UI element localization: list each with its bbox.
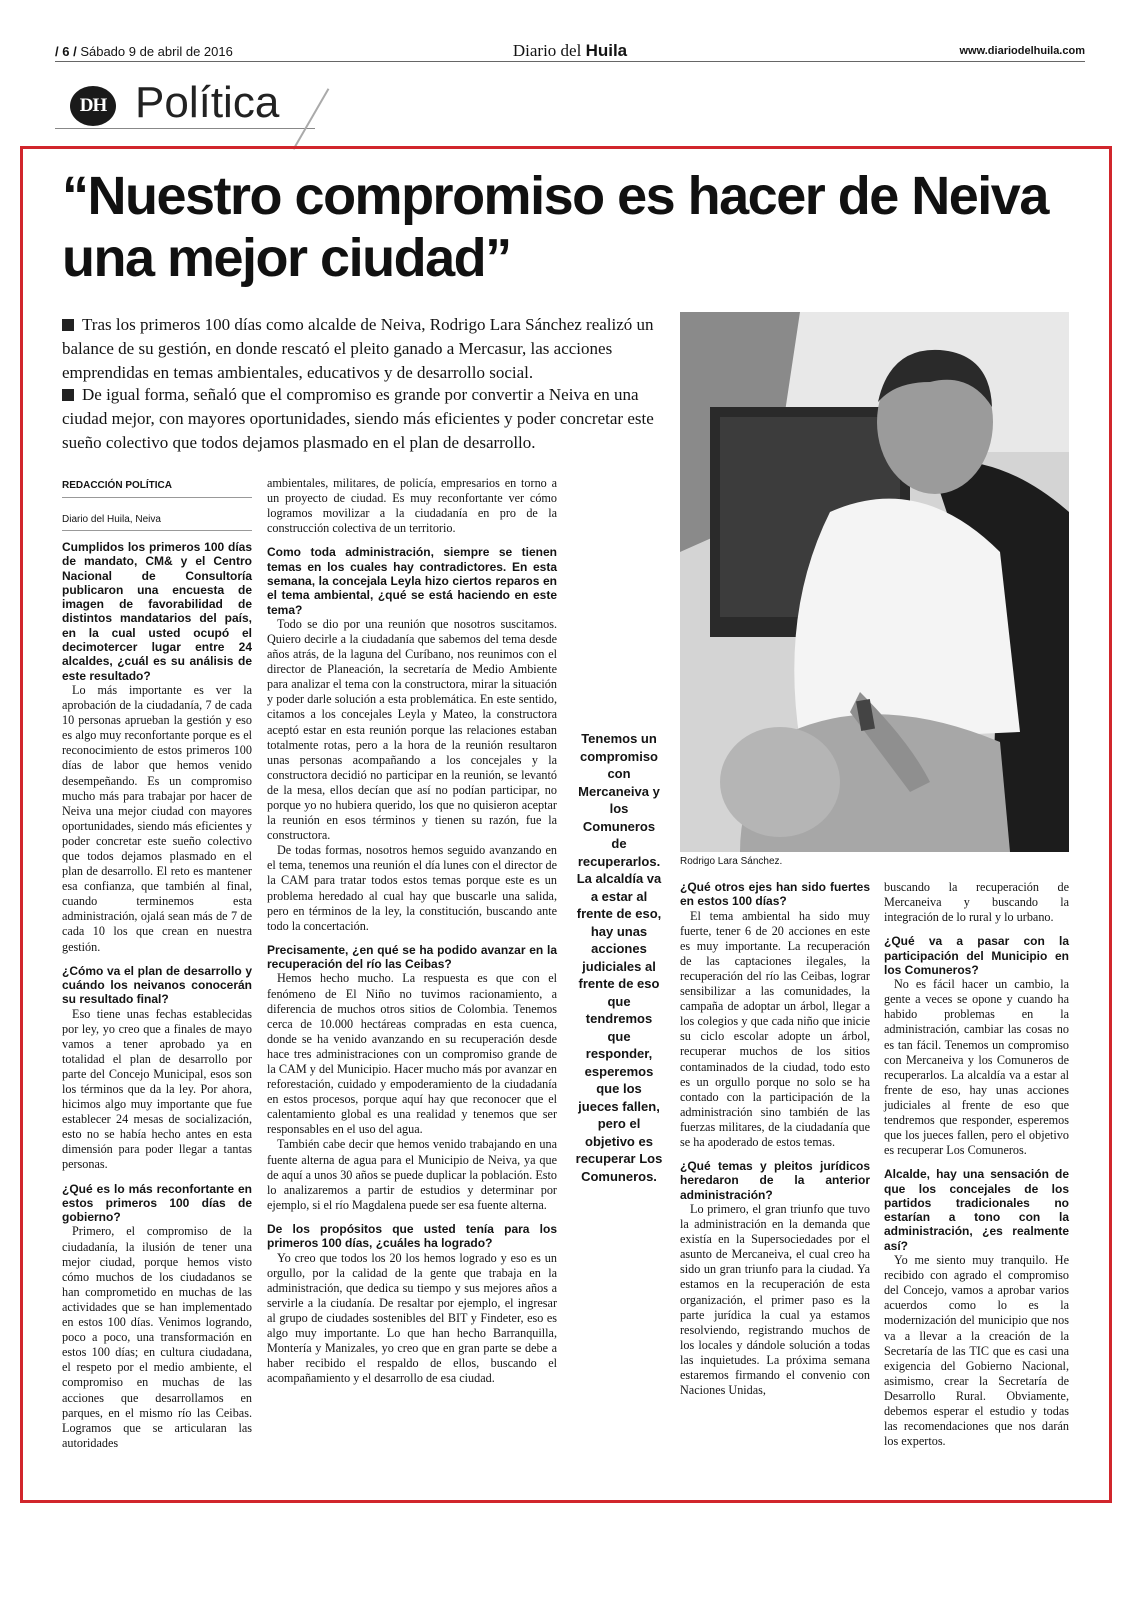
interview-answer: También cabe decir que hemos venido trabajando en una fuente alterna de agua para el Municipio de Neiva, ya que de aquí a unos 30 años se puede duplicar la población. Esto lo analizaremos a partir de estudios y determinar por ejemplo, si el río Magdalena puede ser esa fuente alterna. <box>267 1137 557 1212</box>
interview-question: ¿Cómo va el plan de desarrollo y cuándo los neivanos conocerán su resultado final? <box>62 963 252 1007</box>
interview-question: Precisamente, ¿en qué se ha podido avanzar en la recuperación del río las Ceibas? <box>267 942 557 972</box>
interview-question: Cumplidos los primeros 100 días de mandato, CM& y el Centro Nacional de Consultoría publicaron una encuesta de imagen de favorabilidad de distintos mandatarios del país, en la cual usted ocupó el decimotercer lugar entre 24 alcaldes, ¿cuál es su análisis de este resultado? <box>62 540 252 683</box>
page-header <box>55 40 1085 62</box>
interview-answer: Hemos hecho mucho. La respuesta es que con el fenómeno de El Niño no tuvimos racionamiento, a diferencia de muchos otros sitios de Colombia. Tenemos cerca de 10.000 hectáreas compradas en esta cuenca, donde se ha venido avanzando en su recuperación desde hace tres administraciones con un compromiso grande de la CAM y del Municipio. Hacer mucho más por avanzar en reforestación, cuidado y empoderamiento de la ciudadanía en estos procesos, porque aquí hay que reconocer que el calentamiento global es una realidad y tenemos que ser responsables en el uso del agua. <box>267 971 557 1137</box>
article-headline: “Nuestro compromiso es hacer de Neiva una mejor ciudad” <box>62 166 1048 288</box>
interview-answer: Todo se dio por una reunión que nosotros suscitamos. Quiero decirle a la ciudadanía que sabemos del tema desde años atrás, de la laguna del Curíbano, nos reunimos con el director de Planeación, la secretaría de Medio Ambiente para analizar el tema con la constructora, mirar la situación y poder darle solución a esta problemática. En este sentido, citamos a los concejales Leyla y Mateo, la constructora aceptó estar en esta reunión porque las relaciones estaban totalmente rotas, pero a la hora de la reunión resultaron unas personas acompañando a los concejales y la constructora decidió no participar en la reunión, se levantó de la mesa, ellos decían que así no podían participar, no porque yo no hubiera querido, los que no quisieron aceptar la reunión en esos términos y tienen su razón, fue la constructora. <box>267 616 557 843</box>
mayor-photo <box>680 312 1069 852</box>
interview-answer: El tema ambiental ha sido muy fuerte, tener 6 de 20 acciones en este es muy importante. La recuperación de las captaciones ilegales, la recuperación del río las Ceibas, lograr sensibilizar a las comunidades, la campaña de adoptar un árbol, llegar a los colegios y que cada niño que inicie su ciclo escolar adopte un árbol, recuperar muchos de los sitios contaminados de la ciudad, todo esto es un orgullo porque no solo se ha contado con la participación de la administración sino también de las fuerzas militares, de la ciudadanía que se ha apoderado de estos temas. <box>680 908 870 1149</box>
section-title: Política <box>135 78 280 127</box>
issue-date: Sábado 9 de abril de 2016 <box>80 44 233 59</box>
interview-answer: Lo más importante es ver la aprobación de la ciudadanía, 7 de cada 10 personas aprueban la gestión y eso es algo muy reconfortante porque es el reconocimiento de estos primeros 100 días de labor que hemos venido desempeñando. Es un compromiso mucho más para trabajar por hacer de Neiva una mejor ciudad con mayores oportunidades, siendo más eficientes y poder concretar este sueño colectivo que todos dejamos plasmado en el plan de desarrollo. El reto es mantener esa confianza, que también al final, cuando terminemos esta administración, ojalá sean más de 7 de cada 10 los que crean en nuestra gestión. <box>62 682 252 954</box>
interview-question: ¿Qué temas y pleitos jurídicos heredaron de la anterior administración? <box>680 1159 870 1202</box>
interview-answer: Yo me siento muy tranquilo. He recibido con agrado el compromiso del Concejo, vamos a aprobar varios acuerdos como lo es la modernización del municipio que nos va a llevar a la creación de la Secretaría de las TIC que es casi una exigencia del Gobierno Nacional, asimismo, crear la Secretaría de Desarrollo Rural. Obviamente, debemos esperar el estudio y todas las recomendaciones que nos darán los expertos. <box>884 1253 1069 1449</box>
interview-answer: Primero, el compromiso de la ciudadanía, la ilusión de tener una mejor ciudad, porque hemos visto cómo muchos de los ciudadanos se han comprometido en muchas de las actividades que se han implementado en estos 100 días. Venimos logrando, poco a poco, una transformación en estos 100 días; en cultura ciudadana, el respeto por el medio ambiente, el compromiso en muchas de las acciones que desarrollamos en parques, en el mismo río las Ceibas. Logramos que se articularan las autoridades <box>62 1224 252 1450</box>
masthead-name-a: Diario del <box>512 41 582 60</box>
section-rule <box>55 128 315 129</box>
interview-answer: Eso tiene unas fechas establecidas por ley, yo creo que a finales de mayo vamos a tener aprobado ya en totalidad el plan de desarrollo por parte del Concejo Municipal, esos son los términos que da la ley. Por ahora, hicimos algo muy importante que fue establecer 24 mesas de socialización, esto no se había hecho antes en esta dimensión para poder llegar a tantas personas. <box>62 1006 252 1172</box>
interview-question: ¿Qué es lo más reconfortante en estos primeros 100 días de gobierno? <box>62 1181 252 1225</box>
interview-question: ¿Qué otros ejes han sido fuertes en estos 100 días? <box>680 880 870 909</box>
byline-source: Diario del Huila, Neiva <box>62 514 161 525</box>
photo-illustration <box>680 312 1069 852</box>
article-column-2 <box>267 476 557 1466</box>
byline-rule <box>62 497 252 498</box>
interview-question: Alcalde, hay una sensación de que los concejales de los partidos tradicionales no estarían a tono con la administración, ¿es realmente así? <box>884 1167 1069 1253</box>
lead-paragraph: Tras los primeros 100 días como alcalde de Neiva, Rodrigo Lara Sánchez realizó un balance de su gestión, en donde rescató el pleito ganado a Mercasur, las acciones emprendidas en temas ambientales, educativos y de desarrollo social. <box>62 313 662 385</box>
page-number: / 6 / <box>55 44 77 59</box>
pull-quote: Tenemos un compromiso con Mercaneiva y los Comuneros de recuperarlos. La alcaldía va a estar al frente de eso, hay unas acciones judiciales al frente de eso que tendremos que responder, esperemos que los jueces fallen, pero el objetivo es recuperar Los Comuneros. <box>575 731 663 1184</box>
interview-answer: De todas formas, nosotros hemos seguido avanzando en el tema, tenemos una reunión el día lunes con el director de la CAM para tratar todos estos temas porque este es un problema heredado al cual hay que buscarle una salida, pero en términos de la ley, la constitución, buscando ante todo la concertación. <box>267 843 557 933</box>
interview-answer: No es fácil hacer un cambio, la gente a veces se opone y cuando ha habido problemas en la administración, cambiar las cosas no es tan fácil. Tenemos un compromiso con Mercaneiva y los Comuneros de recuperarlos. La alcaldía va a estar al frente de eso, hay unas acciones judiciales al frente de eso que tendremos que responder, esperemos que los jueces fallen, pero el objetivo es recuperar Los Comuneros. <box>884 977 1069 1158</box>
interview-question: Como toda administración, siempre se tienen temas en los cuales hay contradictores. En esta semana, la concejala Leyla hizo ciertos reparos en el tema ambiental, ¿qué se está haciendo en este tema? <box>267 545 557 617</box>
decorative-slash <box>293 88 330 150</box>
section-logo: DH <box>70 86 116 126</box>
interview-question: De los propósitos que usted tenía para los primeros 100 días, ¿cuáles ha logrado? <box>267 1221 557 1251</box>
interview-question: ¿Qué va a pasar con la participación del Municipio en los Comuneros? <box>884 934 1069 977</box>
masthead <box>55 41 1085 61</box>
article-column-1 <box>62 540 252 1460</box>
website-url: www.diariodelhuila.com <box>959 45 1085 57</box>
article-column-3 <box>680 880 870 1470</box>
article-column-4 <box>884 880 1069 1470</box>
byline-author: REDACCIÓN POLÍTICA <box>62 480 172 491</box>
interview-answer: ambientales, militares, de policía, empresarios en torno a un proyecto de ciudad. Es muy reconfortante ver cómo logramos movilizar a la ciudadanía en pro de la construcción colectiva de un territorio. <box>267 476 557 536</box>
byline-rule <box>62 530 252 531</box>
masthead-name-b: Huila <box>585 41 628 60</box>
lead-paragraph: De igual forma, señaló que el compromiso es grande por convertir a Neiva en una ciudad mejor, con mayores oportunidades, siendo más eficientes y poder concretar este sueño colectivo que todos dejamos plasmado en el plan de desarrollo. <box>62 383 662 455</box>
interview-answer: buscando la recuperación de Mercaneiva y buscando la integración de lo rural y lo urbano. <box>884 880 1069 925</box>
interview-answer: Yo creo que todos los 20 los hemos logrado y eso es un orgullo, por la calidad de la gente que trabaja en la administración, que dedica su tiempo y sus mejores años a servirle a la ciudanía. De resaltar por ejemplo, el ingresar al grupo de ciudades sostenibles del BIT y Findeter, eso es algo muy importante. Lo que han hecho Barranquilla, Montería y Manizales, yo creo que en gran parte se debe a haber recibido el respaldo de ellos, buscando el acompañamiento y el desarrollo de esa ciudad. <box>267 1250 557 1386</box>
photo-caption: Rodrigo Lara Sánchez. <box>680 856 783 867</box>
interview-answer: Lo primero, el gran triunfo que tuvo la administración en la demanda que existía en la Supersociedades por el asunto de Mercaneiva, el cual creo ha sido un gran triunfo para la ciudad. Ya estamos en la recuperación de esta organización, el primer paso es la parte jurídica la cual ya estamos resolviendo, registrando muchos de los locales y dándole solución a todas las inquietudes. La próxima semana estaremos firmando el convenio con Naciones Unidas, <box>680 1201 870 1398</box>
